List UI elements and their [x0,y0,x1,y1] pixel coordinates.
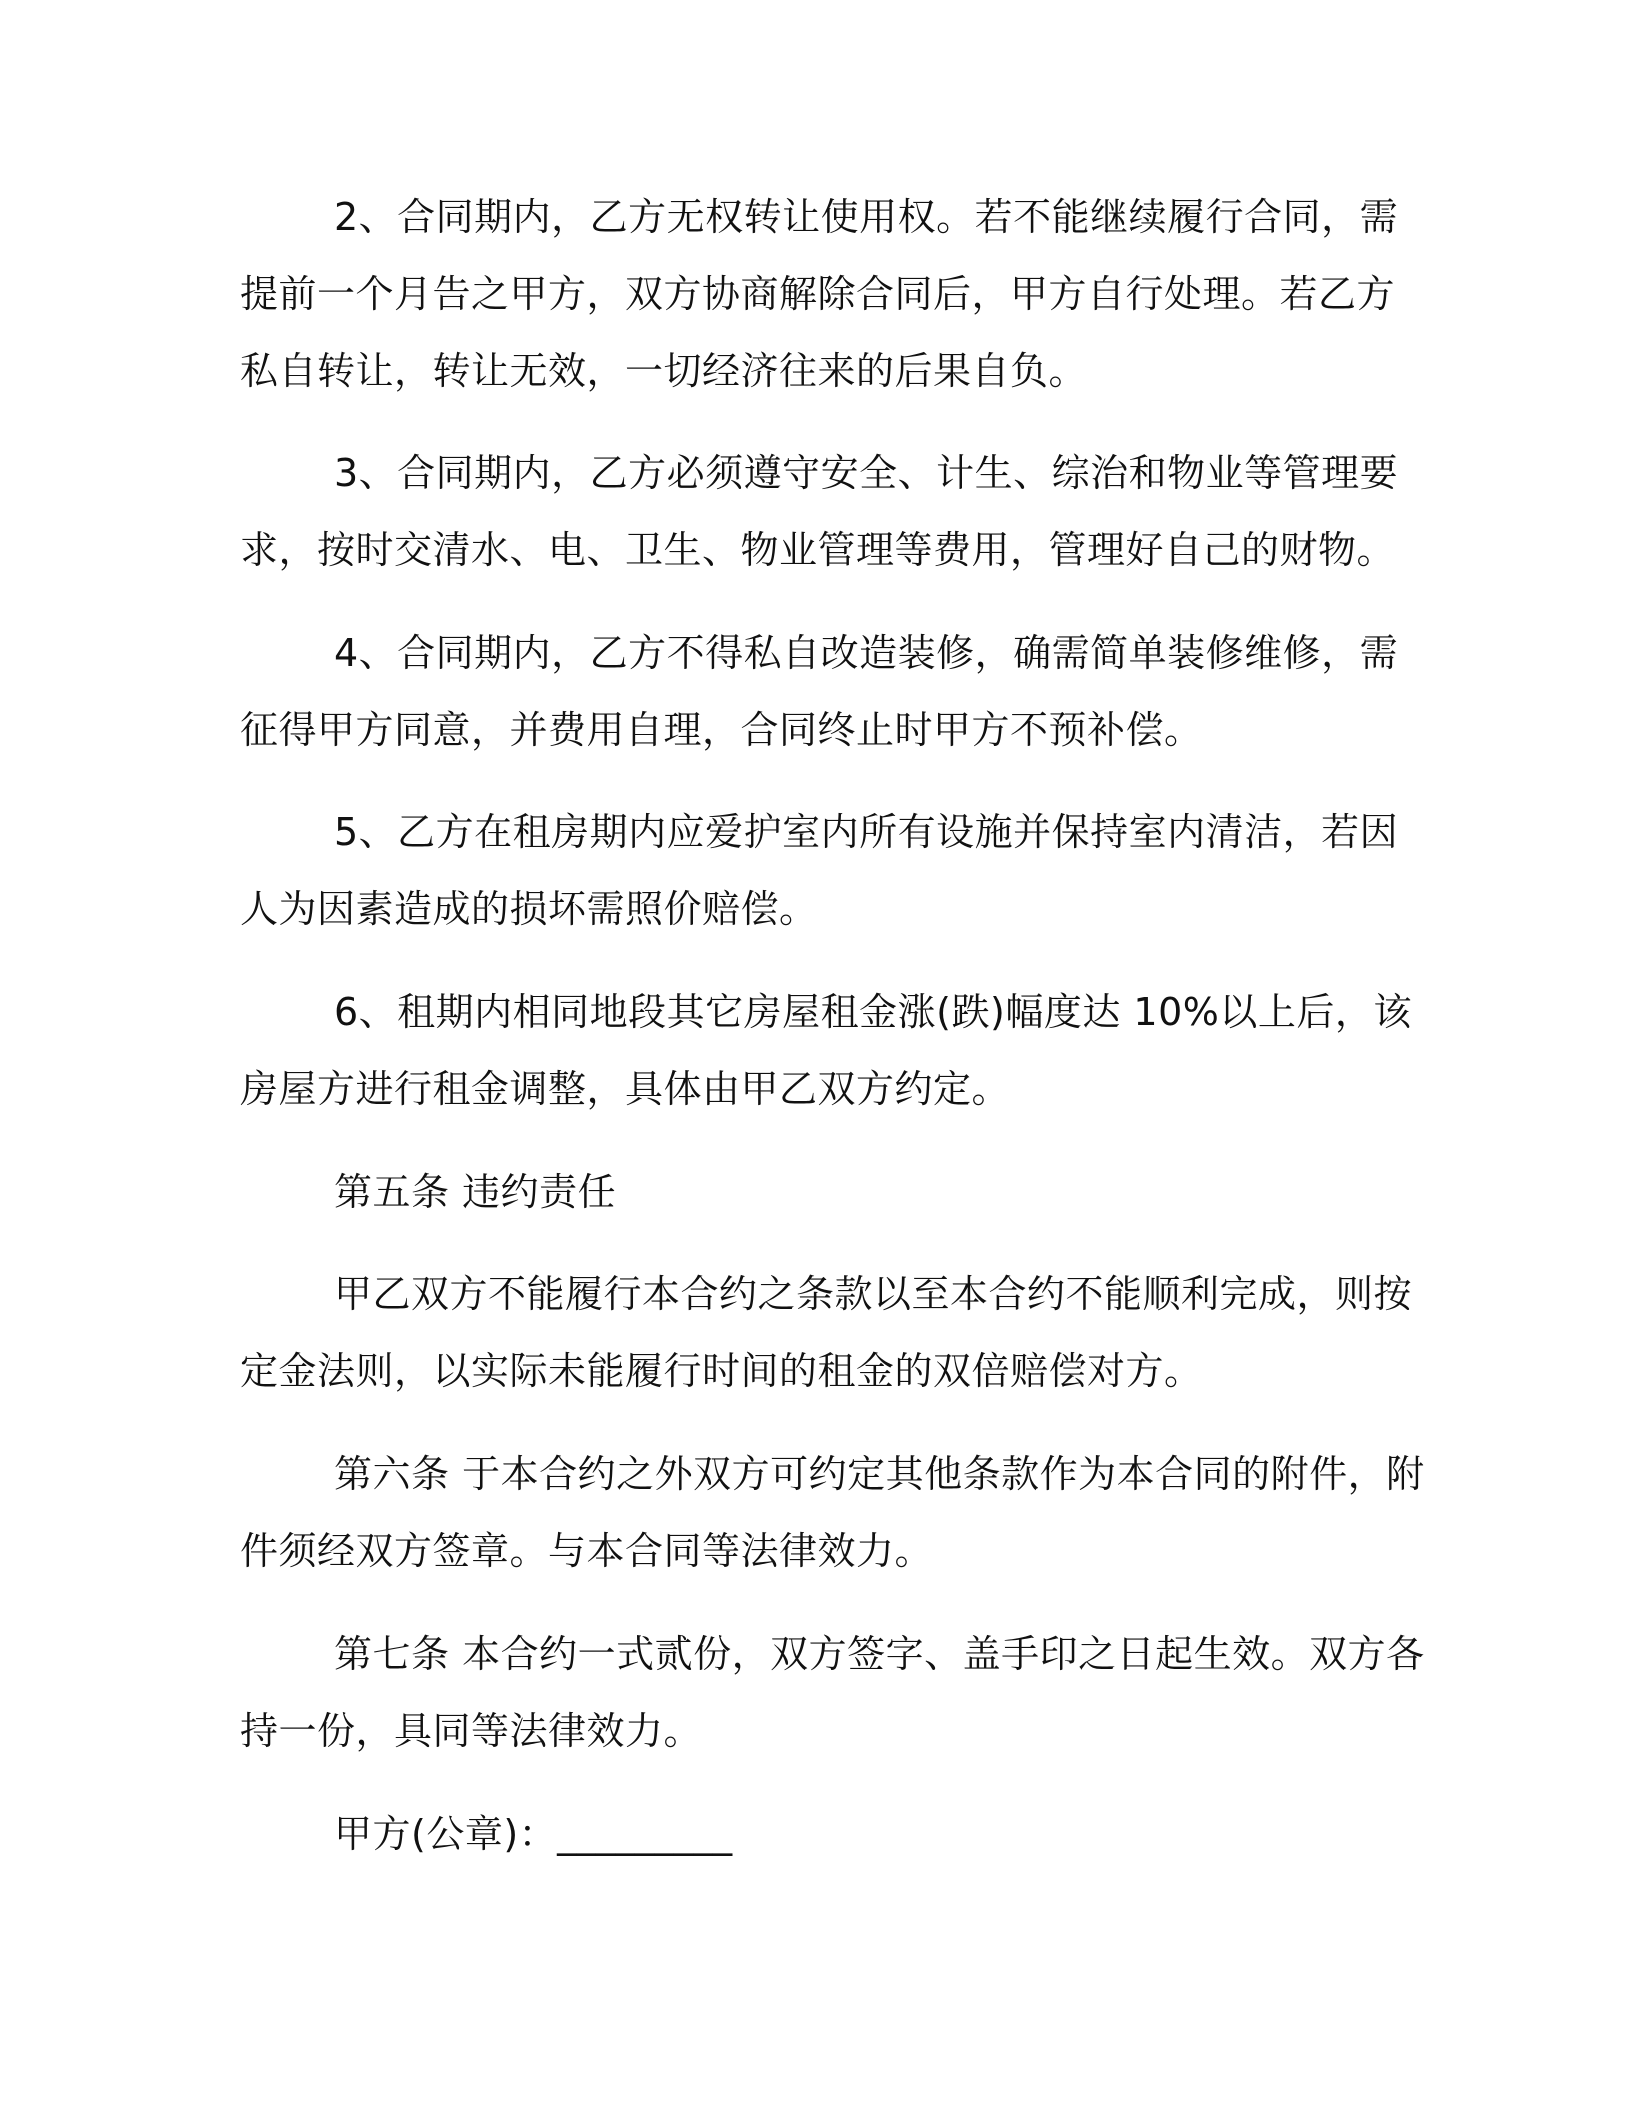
article-7-line-2: 持一份，具同等法律效力。 [240,1709,703,1753]
clause-6-line-1: 6、租期内相同地段其它房屋租金涨(跌)幅度达 10%以上后，该 [334,990,1412,1034]
clause-4-line-1: 4、合同期内，乙方不得私自改造装修，确需简单装修维修，需 [334,631,1399,675]
clause-2-line-3: 私自转让，转让无效，一切经济往来的后果自负。 [240,349,1088,393]
clause-5-line-1: 5、乙方在租房期内应爱护室内所有设施并保持室内清洁，若因 [334,810,1399,854]
article-6-line-2: 件须经双方签章。与本合同等法律效力。 [240,1529,934,1573]
article-7-line-1: 第七条 本合约一式贰份，双方签字、盖手印之日起生效。双方各 [334,1632,1425,1676]
party-a-seal-line: 甲方(公章)：_________ [334,1812,733,1856]
clause-6-line-2: 房屋方进行租金调整，具体由甲乙双方约定。 [240,1067,1011,1111]
article-5-body-line-2: 定金法则，以实际未能履行时间的租金的双倍赔偿对方。 [240,1349,1203,1393]
article-5-heading: 第五条 违约责任 [334,1170,617,1214]
article-5-body-line-1: 甲乙双方不能履行本合约之条款以至本合约不能顺利完成，则按 [334,1272,1413,1316]
clause-3-line-1: 3、合同期内，乙方必须遵守安全、计生、综治和物业等管理要 [334,451,1399,495]
clause-4-line-2: 征得甲方同意，并费用自理，合同终止时甲方不预补偿。 [240,708,1203,752]
clause-2-line-2: 提前一个月告之甲方，双方协商解除合同后，甲方自行处理。若乙方 [240,272,1396,316]
clause-2-line-1: 2、合同期内，乙方无权转让使用权。若不能继续履行合同，需 [334,195,1399,239]
clause-5-line-2: 人为因素造成的损坏需照价赔偿。 [240,887,818,931]
clause-3-line-2: 求，按时交清水、电、卫生、物业管理等费用，管理好自己的财物。 [240,528,1396,572]
article-6-line-1: 第六条 于本合约之外双方可约定其他条款作为本合同的附件，附 [334,1452,1425,1496]
